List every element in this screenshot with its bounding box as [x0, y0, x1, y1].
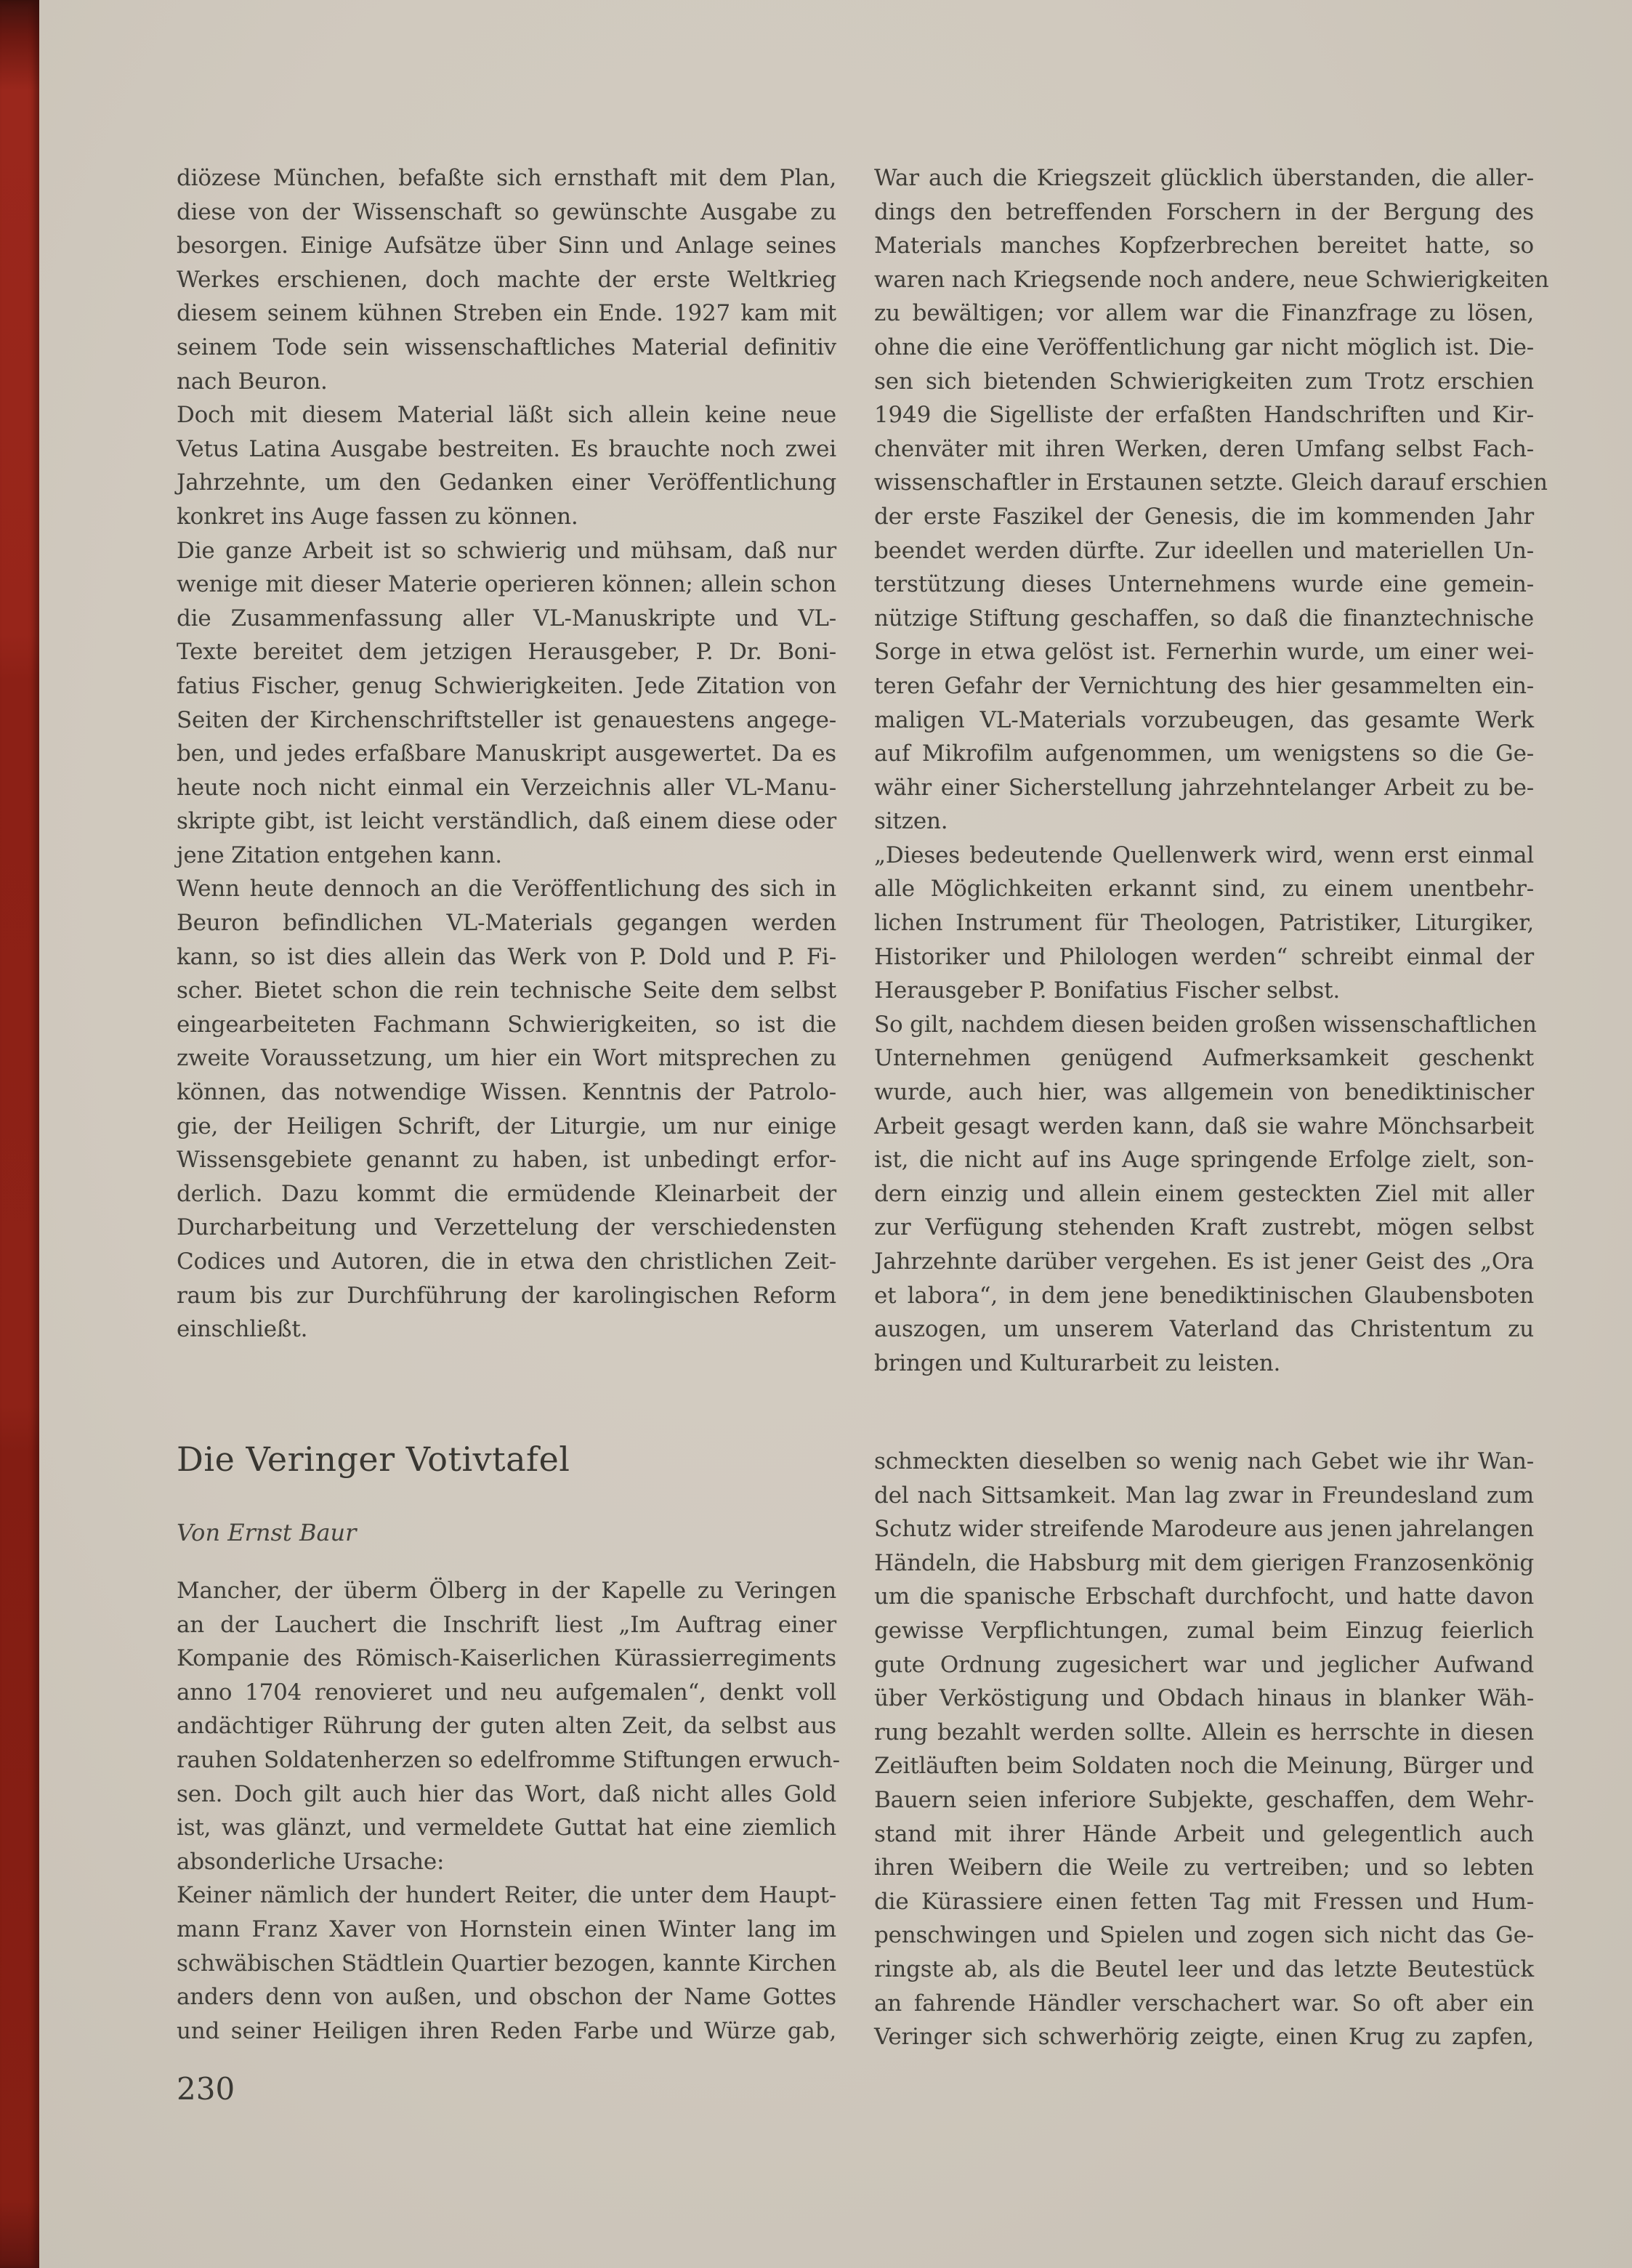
votivtafel-right-column — [874, 1445, 1534, 2054]
article-byline: Von Ernst Baur — [177, 1519, 357, 1546]
text-line: die Kürassiere einen fetten Tag mit Fressen und Hum- — [874, 1888, 1534, 1915]
text-line: Die ganze Arbeit ist so schwierig und mühsam, daß nur — [177, 537, 836, 564]
text-line: zu bewältigen; vor allem war die Finanzfrage zu lösen, — [874, 300, 1534, 327]
text-line: Jahrzehnte, um den Gedanken einer Veröffentlichung — [177, 469, 836, 496]
text-line: Herausgeber P. Bonifatius Fischer selbst. — [874, 977, 1340, 1004]
text-line: einschließt. — [177, 1316, 308, 1343]
text-line: der erste Faszikel der Genesis, die im kommenden Jahr — [874, 503, 1534, 530]
text-line: War auch die Kriegszeit glücklich überstanden, die aller- — [874, 165, 1534, 191]
text-line: und seiner Heiligen ihren Reden Farbe und Würze gab, — [177, 2017, 836, 2044]
text-line: ist, was glänzt, und vermeldete Guttat hat eine ziemlich — [177, 1815, 836, 1841]
text-line: Händeln, die Habsburg mit dem gierigen Franzosenkönig — [874, 1549, 1534, 1576]
book-edge-strip — [0, 0, 39, 2268]
text-line: alle Möglichkeiten erkannt sind, zu einem unentbehr- — [874, 876, 1534, 903]
text-line: Keiner nämlich der hundert Reiter, die unter dem Haupt- — [177, 1882, 836, 1909]
text-line: nützige Stiftung geschaffen, so daß die finanztechnische — [874, 605, 1534, 631]
text-line: schmeckten dieselben so wenig nach Gebet wie ihr Wan- — [874, 1448, 1534, 1474]
text-line: So gilt, nachdem diesen beiden großen wissenschaftlichen — [874, 1011, 1537, 1038]
text-line: Materials manches Kopfzerbrechen bereitet hatte, so — [874, 233, 1534, 259]
text-line: auszogen, um unserem Vaterland das Christentum zu — [874, 1316, 1534, 1343]
text-line: ohne die eine Veröffentlichung gar nicht möglich ist. Die- — [874, 334, 1534, 360]
text-line: Wenn heute dennoch an die Veröffentlichung des sich in — [177, 876, 836, 903]
text-line: Historiker und Philologen werden“ schreibt einmal der — [874, 943, 1534, 970]
text-line: gewisse Verpflichtungen, zumal beim Einzug feierlich — [874, 1617, 1534, 1644]
text-line: Durcharbeitung und Verzettelung der verschiedensten — [177, 1214, 836, 1241]
text-line: 1949 die Sigelliste der erfaßten Handschriften und Kir- — [874, 402, 1534, 429]
text-line: Texte bereitet dem jetzigen Herausgeber, P. Dr. Boni- — [177, 639, 836, 666]
text-line: sen. Doch gilt auch hier das Wort, daß nicht alles Gold — [177, 1780, 836, 1807]
text-line: ist, die nicht auf ins Auge springende Erfolge zielt, son- — [874, 1147, 1534, 1174]
text-line: wurde, auch hier, was allgemein von benediktinischer — [874, 1079, 1534, 1106]
text-line: Bauern seien inferiore Subjekte, geschaffen, dem Wehr- — [874, 1786, 1534, 1813]
continuation-left-column — [177, 161, 836, 1347]
text-line: mann Franz Xaver von Hornstein einen Winter lang im — [177, 1916, 836, 1942]
text-line: fatius Fischer, genug Schwierigkeiten. Jede Zitation von — [177, 672, 836, 699]
text-line: können, das notwendige Wissen. Kenntnis der Patrolo- — [177, 1079, 836, 1106]
text-line: Beuron befindlichen VL-Materials gegangen werden — [177, 910, 836, 937]
text-line: Zeitläuften beim Soldaten noch die Meinung, Bürger und — [874, 1753, 1534, 1780]
text-line: seinem Tode sein wissenschaftliches Material definitiv — [177, 334, 836, 360]
text-line: schwäbischen Städtlein Quartier bezogen, kannte Kirchen — [177, 1950, 836, 1977]
text-line: kann, so ist dies allein das Werk von P. Dold und P. Fi- — [177, 943, 836, 970]
text-line: bringen und Kulturarbeit zu leisten. — [874, 1349, 1281, 1376]
text-line: zur Verfügung stehenden Kraft zustrebt, mögen selbst — [874, 1214, 1534, 1241]
text-line: Veringer sich schwerhörig zeigte, einen Krug zu zapfen, — [874, 2024, 1534, 2051]
text-line: Codices und Autoren, die in etwa den christlichen Zeit- — [177, 1248, 836, 1275]
text-line: Jahrzehnte darüber vergehen. Es ist jener Geist des „Ora — [874, 1248, 1534, 1275]
text-line: del nach Sittsamkeit. Man lag zwar in Freundesland zum — [874, 1482, 1534, 1509]
text-line: rung bezahlt werden sollte. Allein es herrschte in diesen — [874, 1719, 1534, 1746]
text-line: rauhen Soldatenherzen so edelfromme Stiftungen erwuch- — [177, 1746, 840, 1773]
continuation-right-column — [874, 161, 1549, 1380]
text-line: wissenschaftler in Erstaunen setzte. Gleich darauf erschien — [874, 469, 1548, 496]
text-line: an der Lauchert die Inschrift liest „Im Auftrag einer — [177, 1611, 836, 1638]
text-line: Schutz wider streifende Marodeure aus jenen jahrelangen — [874, 1516, 1534, 1543]
page-number: 230 — [177, 2071, 235, 2107]
article-heading: Die Veringer Votivtafel — [177, 1440, 570, 1479]
text-line: auf Mikrofilm aufgenommen, um wenigstens so die Ge- — [874, 740, 1534, 767]
text-line: Sorge in etwa gelöst ist. Fernerhin wurde, um einer wei- — [874, 639, 1534, 666]
text-line: Wissensgebiete genannt zu haben, ist unbedingt erfor- — [177, 1147, 836, 1174]
text-line: dern einzig und allein einem gesteckten Ziel mit aller — [874, 1180, 1534, 1207]
text-line: Doch mit diesem Material läßt sich allein keine neue — [177, 402, 836, 429]
text-line: andächtiger Rührung der guten alten Zeit, da selbst aus — [177, 1713, 836, 1740]
text-line: wenige mit dieser Materie operieren können; allein schon — [177, 571, 836, 598]
text-line: anders denn von außen, und obschon der Name Gottes — [177, 1984, 836, 2011]
text-line: die Zusammenfassung aller VL-Manuskripte und VL- — [177, 605, 836, 631]
text-line: lichen Instrument für Theologen, Patristiker, Liturgiker, — [874, 910, 1534, 937]
text-line: sitzen. — [874, 808, 948, 835]
text-line: skripte gibt, ist leicht verständlich, daß einem diese oder — [177, 808, 836, 835]
text-line: heute noch nicht einmal ein Verzeichnis aller VL-Manu- — [177, 774, 836, 801]
text-line: absonderliche Ursache: — [177, 1848, 445, 1875]
text-line: derlich. Dazu kommt die ermüdende Kleinarbeit der — [177, 1180, 836, 1207]
text-line: Seiten der Kirchenschriftsteller ist genauestens angege- — [177, 706, 836, 733]
text-line: diesem seinem kühnen Streben ein Ende. 1927 kam mit — [177, 300, 836, 327]
text-line: waren nach Kriegsende noch andere, neue Schwierigkeiten — [874, 266, 1549, 293]
text-line: raum bis zur Durchführung der karolingischen Reform — [177, 1282, 836, 1309]
text-line: nach Beuron. — [177, 368, 328, 395]
text-line: diese von der Wissenschaft so gewünschte Ausgabe zu — [177, 198, 836, 225]
text-line: ben, und jedes erfaßbare Manuskript ausgewertet. Da es — [177, 740, 836, 767]
text-line: gie, der Heiligen Schrift, der Liturgie, um nur einige — [177, 1113, 836, 1139]
text-line: diözese München, befaßte sich ernsthaft mit dem Plan, — [177, 165, 836, 191]
text-line: sen sich bietenden Schwierigkeiten zum Trotz erschien — [874, 368, 1534, 395]
text-line: chenväter mit ihren Werken, deren Umfang selbst Fach- — [874, 435, 1534, 462]
text-line: währ einer Sicherstellung jahrzehntelanger Arbeit zu be- — [874, 774, 1534, 801]
text-line: an fahrende Händler verschachert war. So oft aber ein — [874, 1990, 1534, 2017]
text-line: Kompanie des Römisch-Kaiserlichen Kürassierregiments — [177, 1645, 836, 1672]
text-line: penschwingen und Spielen und zogen sich nicht das Ge- — [874, 1922, 1534, 1949]
text-line: ihren Weibern die Weile zu vertreiben; und so lebten — [874, 1855, 1534, 1881]
text-line: scher. Bietet schon die rein technische Seite dem selbst — [177, 977, 836, 1004]
text-line: jene Zitation entgehen kann. — [177, 842, 502, 868]
text-line: et labora“, in dem jene benediktinischen Glaubensboten — [874, 1282, 1534, 1309]
text-line: Werkes erschienen, doch machte der erste Weltkrieg — [177, 266, 836, 293]
text-line: eingearbeiteten Fachmann Schwierigkeiten, so ist die — [177, 1011, 836, 1038]
text-line: beendet werden dürfte. Zur ideellen und materiellen Un- — [874, 537, 1534, 564]
text-line: Arbeit gesagt werden kann, daß sie wahre Mönchsarbeit — [874, 1113, 1534, 1139]
text-line: teren Gefahr der Vernichtung des hier gesammelten ein- — [874, 672, 1534, 699]
votivtafel-left-column — [177, 1574, 840, 2048]
text-line: konkret ins Auge fassen zu können. — [177, 503, 578, 530]
text-line: Unternehmen genügend Aufmerksamkeit geschenkt — [874, 1045, 1534, 1072]
text-line: „Dieses bedeutende Quellenwerk wird, wenn erst einmal — [874, 842, 1534, 868]
text-line: anno 1704 renovieret und neu aufgemalen“, denkt voll — [177, 1679, 836, 1706]
text-line: Vetus Latina Ausgabe bestreiten. Es brauchte noch zwei — [177, 435, 836, 462]
text-line: zweite Voraussetzung, um hier ein Wort mitsprechen zu — [177, 1045, 836, 1072]
text-line: stand mit ihrer Hände Arbeit und gelegentlich auch — [874, 1820, 1534, 1847]
text-line: um die spanische Erbschaft durchfocht, und hatte davon — [874, 1583, 1534, 1610]
text-line: über Verköstigung und Obdach hinaus in blanker Wäh- — [874, 1685, 1534, 1712]
text-line: ringste ab, als die Beutel leer und das letzte Beutestück — [874, 1956, 1534, 1982]
text-line: Mancher, der überm Ölberg in der Kapelle zu Veringen — [177, 1578, 836, 1604]
text-line: gute Ordnung zugesichert war und jeglicher Aufwand — [874, 1651, 1534, 1678]
text-line: besorgen. Einige Aufsätze über Sinn und Anlage seines — [177, 233, 836, 259]
text-line: dings den betreffenden Forschern in der Bergung des — [874, 198, 1534, 225]
text-line: maligen VL-Materials vorzubeugen, das gesamte Werk — [874, 706, 1534, 733]
text-line: terstützung dieses Unternehmens wurde eine gemein- — [874, 571, 1534, 598]
